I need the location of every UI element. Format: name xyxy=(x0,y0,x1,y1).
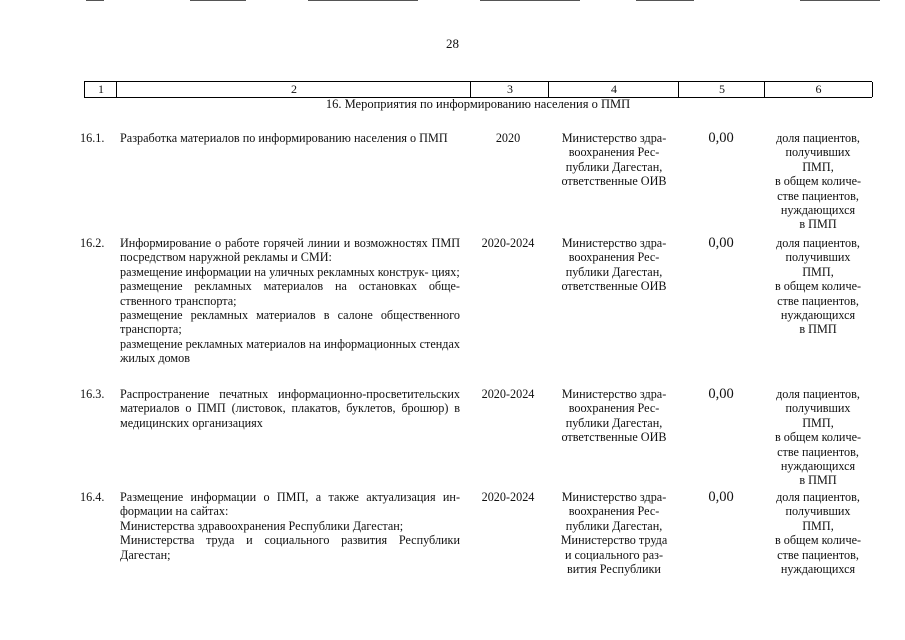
description-paragraph: размещение рекламных материалов в салоне общественного транспорта; xyxy=(120,308,460,337)
row-year: 2020-2024 xyxy=(481,490,535,504)
indicator-line: стве пациентов, xyxy=(777,293,859,308)
row-amount: 0,00 xyxy=(708,130,734,146)
organization-line: ответственные ОИВ xyxy=(561,174,667,189)
row-number: 16.2. xyxy=(80,236,105,250)
row-number: 16.1. xyxy=(80,131,105,145)
indicator-line: нуждающихся xyxy=(780,308,856,323)
indicator-line: в общем количе- xyxy=(774,533,862,548)
organization-line: вития Республики xyxy=(567,562,661,577)
indicator-line: ПМП, xyxy=(802,159,834,174)
description-paragraph: Распространение печатных информационно-просветительских материалов о ПМП (листовок, плакатов, буклетов, брошюр) в медицинских организациях xyxy=(120,387,460,430)
indicator-line: стве пациентов, xyxy=(777,444,859,459)
organization-line: Министерство здра- xyxy=(561,490,667,504)
indicator-line: стве пациентов, xyxy=(777,547,859,562)
indicator-line: ПМП, xyxy=(802,518,834,533)
header-col-1: 1 xyxy=(84,82,117,97)
section-title: 16. Мероприятия по информированию населения о ПМП xyxy=(325,97,631,111)
row-indicator xyxy=(758,490,878,576)
description-paragraph: размещение рекламных материалов на остановках обще- ственного транспорта; xyxy=(120,279,460,308)
organization-line: Министерство здра- xyxy=(561,236,667,250)
description-paragraph: Разработка материалов по информированию населения о ПМП xyxy=(120,131,448,145)
row-indicator xyxy=(758,131,878,232)
organization-line: воохранения Рес- xyxy=(568,504,660,519)
row-number: 16.4. xyxy=(80,490,105,504)
organization-line: публики Дагестан, xyxy=(565,415,663,430)
header-col-4: 4 xyxy=(548,82,679,97)
indicator-line: стве пациентов, xyxy=(777,188,859,203)
row-organization xyxy=(552,387,676,445)
page-number: 28 xyxy=(446,36,459,51)
organization-line: ответственные ОИВ xyxy=(561,279,667,294)
indicator-line: нуждающихся xyxy=(780,203,856,218)
row-year: 2020 xyxy=(495,131,521,145)
row-number: 16.3. xyxy=(80,387,105,401)
organization-line: воохранения Рес- xyxy=(568,401,660,416)
organization-line: и социального раз- xyxy=(564,547,664,562)
indicator-line: доля пациентов, xyxy=(776,131,860,145)
organization-line: публики Дагестан, xyxy=(565,264,663,279)
row-description xyxy=(120,131,460,145)
description-paragraph: Информирование о работе горячей линии и возможностях ПМП посредством наружной рекламы и СМИ: xyxy=(120,236,460,265)
header-col-2: 2 xyxy=(116,82,471,97)
description-paragraph: Размещение информации о ПМП, а также актуализация ин- формации на сайтах: xyxy=(120,490,460,519)
indicator-line: в общем количе- xyxy=(774,174,862,189)
row-amount: 0,00 xyxy=(708,386,734,402)
organization-line: Министерство здра- xyxy=(561,131,667,145)
row-indicator xyxy=(758,236,878,337)
indicator-line: в ПМП xyxy=(799,322,837,337)
indicator-line: доля пациентов, xyxy=(776,236,860,250)
header-col-6: 6 xyxy=(764,82,873,97)
indicator-line: доля пациентов, xyxy=(776,490,860,504)
row-amount: 0,00 xyxy=(708,235,734,251)
organization-line: воохранения Рес- xyxy=(568,145,660,160)
organization-line: Министерство здра- xyxy=(561,387,667,401)
indicator-line: ПМП, xyxy=(802,264,834,279)
organization-line: ответственные ОИВ xyxy=(561,430,667,445)
indicator-line: в общем количе- xyxy=(774,279,862,294)
indicator-line: получивших xyxy=(785,145,851,160)
description-paragraph: размещение информации на уличных рекламных конструк- циях; xyxy=(120,264,460,279)
row-year: 2020-2024 xyxy=(481,387,535,401)
description-paragraph: размещение рекламных материалов на информационных стендах жилых домов xyxy=(120,336,460,366)
indicator-line: получивших xyxy=(785,504,851,519)
row-indicator xyxy=(758,387,878,488)
indicator-line: нуждающихся xyxy=(780,562,856,577)
table-header xyxy=(84,81,872,98)
indicator-line: получивших xyxy=(785,250,851,265)
organization-line: публики Дагестан, xyxy=(565,159,663,174)
row-organization xyxy=(552,236,676,294)
indicator-line: в общем количе- xyxy=(774,430,862,445)
indicator-line: нуждающихся xyxy=(780,459,856,474)
indicator-line: в ПМП xyxy=(799,473,837,488)
row-year: 2020-2024 xyxy=(481,236,535,250)
indicator-line: доля пациентов, xyxy=(776,387,860,401)
row-organization xyxy=(552,490,676,576)
header-col-5: 5 xyxy=(678,82,765,97)
indicator-line: ПМП, xyxy=(802,415,834,430)
organization-line: Министерство труда xyxy=(560,533,668,548)
row-description xyxy=(120,490,460,562)
organization-line: воохранения Рес- xyxy=(568,250,660,265)
header-col-3: 3 xyxy=(470,82,549,97)
description-paragraph: Министерства труда и социального развития Республики Дагестан; xyxy=(120,533,460,562)
indicator-line: получивших xyxy=(785,401,851,416)
top-scan-lines xyxy=(0,0,905,4)
row-description xyxy=(120,236,460,366)
row-organization xyxy=(552,131,676,189)
description-paragraph: Министерства здравоохранения Республики Дагестан; xyxy=(120,518,404,533)
row-description xyxy=(120,387,460,430)
organization-line: публики Дагестан, xyxy=(565,518,663,533)
indicator-line: в ПМП xyxy=(799,217,837,232)
row-amount: 0,00 xyxy=(708,489,734,505)
